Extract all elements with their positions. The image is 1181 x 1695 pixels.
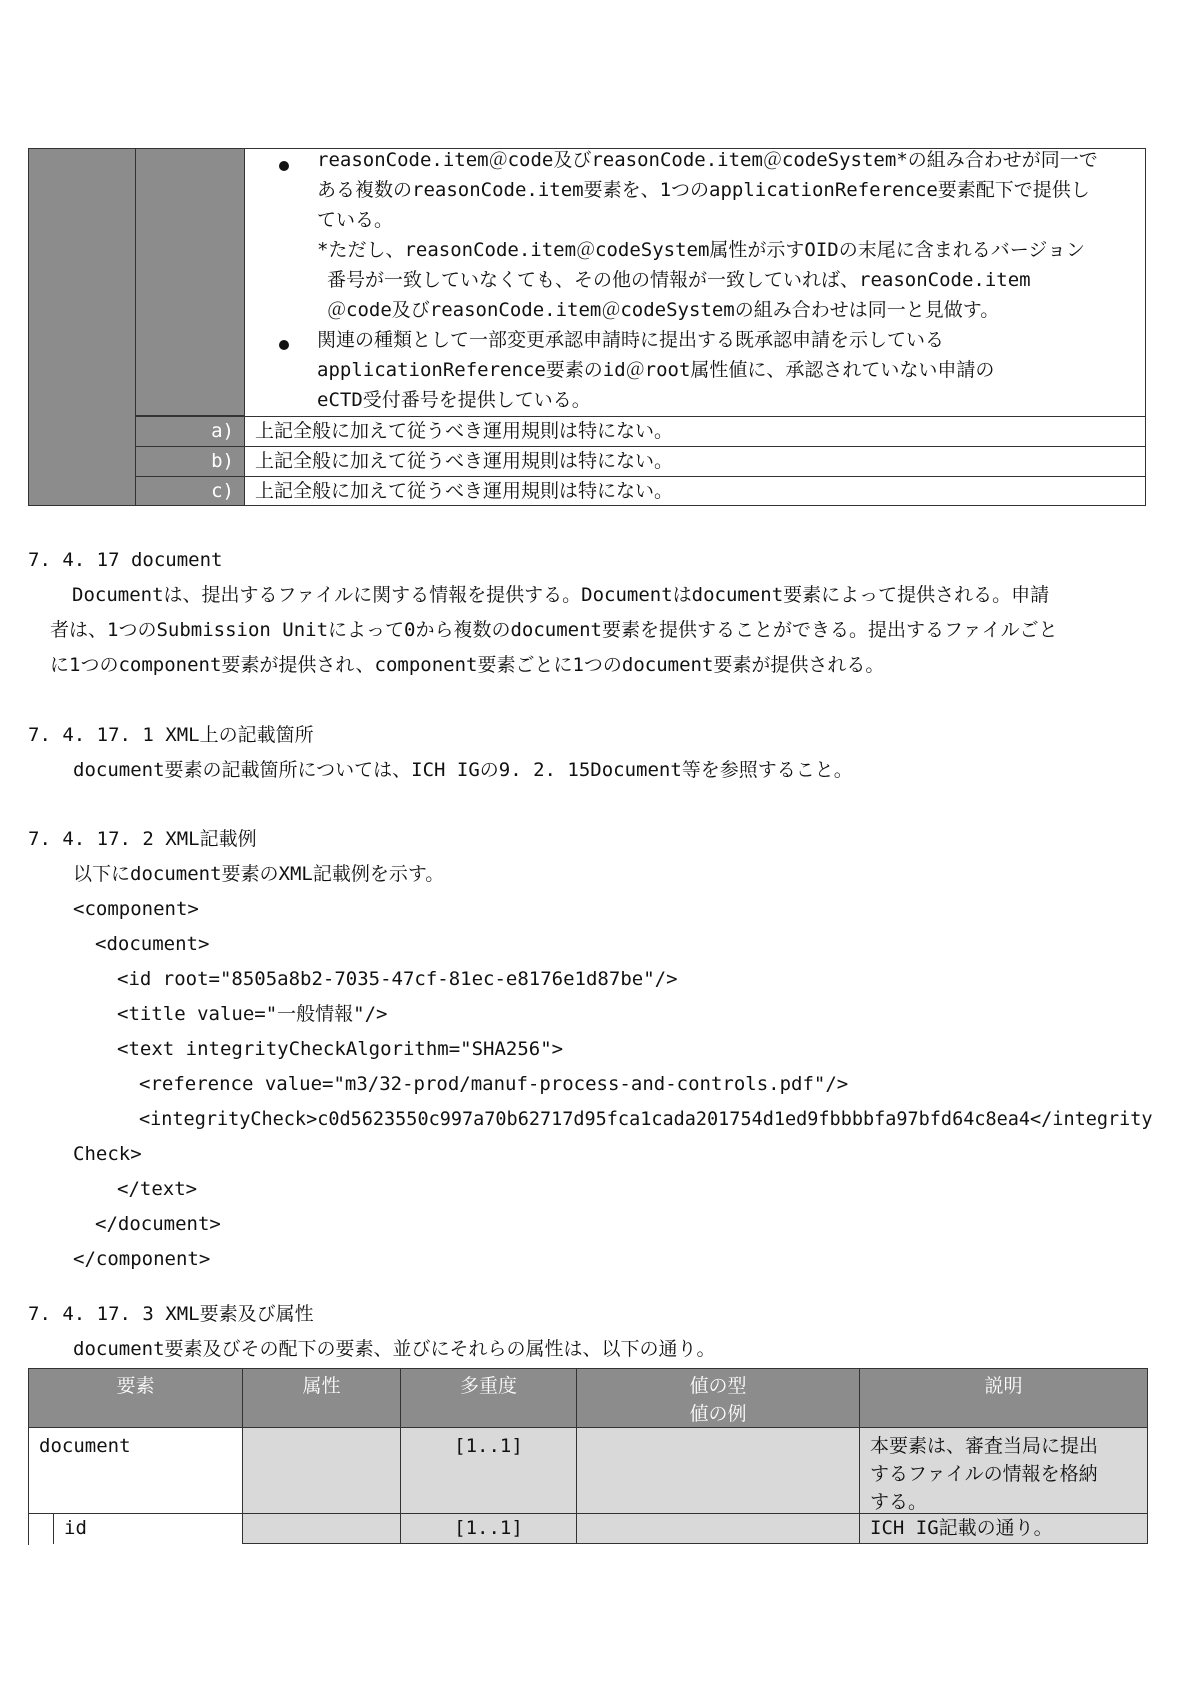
text-line: Documentは、提出するファイルに関する情報を提供する。Documentはdocument要素によって提供される。申請 [72, 584, 1050, 606]
header-element: 要素 [28, 1368, 243, 1428]
subsection-intro: 以下にdocument要素のXML記載例を示す。 [73, 863, 445, 885]
cell-attribute [242, 1427, 401, 1514]
subsection-text: document要素の記載箇所については、ICH IGの9. 2. 15Document等を参照すること。 [73, 759, 853, 781]
subsection-heading: 7. 4. 17. 1 XML上の記載箇所 [28, 724, 314, 746]
row-text-c: 上記全般に加えて従うべき運用規則は特にない。 [244, 476, 1146, 506]
cell-multiplicity: [1..1] [400, 1513, 577, 1544]
rules-table-main-cell [244, 148, 1146, 417]
section-heading: 7. 4. 17 document [28, 549, 223, 571]
text-line: 者は、1つのSubmission Unitによって0から複数のdocument要素を提供することができる。提出するファイルごと [50, 619, 1058, 641]
bullet2-text [317, 325, 994, 415]
code-line: <reference value="m3/32-prod/manuf-process-and-controls.pdf"/> [139, 1073, 849, 1095]
cell-element: document [28, 1427, 243, 1514]
row-text-b: 上記全般に加えて従うべき運用規則は特にない。 [244, 446, 1146, 477]
text-line: 関連の種類として一部変更承認申請時に提出する既承認申請を示している [317, 329, 945, 351]
section-paragraph [50, 578, 1058, 683]
bullet1-text [317, 145, 1098, 235]
row-label-b: b) [135, 446, 245, 477]
code-line: <integrityCheck>c0d5623550c997a70b62717d95fca1cada201754d1ed9fbbbbfa97bfd64c8ea4</integrity [139, 1109, 1153, 1130]
code-line: <component> [73, 898, 199, 920]
code-line: Check> [73, 1143, 142, 1165]
cell-multiplicity: [1..1] [400, 1427, 577, 1514]
text-line: applicationReference要素のid＠root属性値に、承認されていない申請の [317, 359, 995, 381]
subsection-heading: 7. 4. 17. 2 XML記載例 [28, 828, 257, 850]
header-attribute: 属性 [242, 1368, 401, 1428]
header-type-line: 値の例 [689, 1403, 747, 1425]
header-type [576, 1368, 860, 1428]
rules-table-col2 [135, 148, 245, 416]
text-line: に1つのcomponent要素が提供され、component要素ごとに1つのdocument要素が提供される。 [50, 654, 885, 676]
cell-description [859, 1427, 1148, 1514]
rules-table-col1 [28, 148, 136, 506]
cell-type [576, 1513, 860, 1544]
text-line: 本要素は、審査当局に提出 [870, 1435, 1099, 1457]
rules-table [28, 148, 1146, 506]
subsection-heading: 7. 4. 17. 3 XML要素及び属性 [28, 1303, 314, 1325]
row-label-c: c) [135, 476, 245, 506]
text-line: 番号が一致していなくても、その他の情報が一致していれば、reasonCode.item [327, 269, 1031, 291]
code-line: </document> [95, 1213, 221, 1235]
text-line: ある複数のreasonCode.item要素を、1つのapplicationReference要素配下で提供し [317, 179, 1090, 201]
text-line: reasonCode.item＠code及びreasonCode.item＠codeSystem*の組み合わせが同一で [317, 149, 1098, 171]
text-line: するファイルの情報を格納 [870, 1463, 1098, 1485]
row-label-a: a) [135, 416, 245, 447]
text-line: ＠code及びreasonCode.item＠codeSystemの組み合わせは同一と見做す。 [327, 299, 1000, 321]
cell-type [576, 1427, 860, 1514]
text-line: eCTD受付番号を提供している。 [317, 389, 591, 411]
bullet-icon [279, 161, 289, 171]
code-line: <id root="8505a8b2-7035-47cf-81ec-e8176e1d87be"/> [117, 968, 678, 990]
header-type-line: 値の型 [689, 1375, 747, 1397]
code-line: </text> [117, 1178, 198, 1200]
code-line: </component> [73, 1248, 211, 1270]
text-line: ている。 [317, 209, 394, 231]
xml-example [73, 892, 1153, 1277]
text-line: する。 [870, 1491, 928, 1513]
header-multiplicity: 多重度 [400, 1368, 577, 1428]
code-line: <document> [95, 933, 210, 955]
note-text [317, 235, 1085, 325]
text-line: *ただし、reasonCode.item＠codeSystem属性が示すOIDの末尾に含まれるバージョン [317, 239, 1085, 261]
code-line: <title value="一般情報"/> [117, 1003, 388, 1025]
subsection-intro: document要素及びその配下の要素、並びにそれらの属性は、以下の通り。 [73, 1338, 716, 1360]
header-description: 説明 [859, 1368, 1148, 1428]
row-text-a: 上記全般に加えて従うべき運用規則は特にない。 [244, 416, 1146, 447]
bullet-icon [279, 340, 289, 350]
cell-attribute [242, 1513, 401, 1544]
cell-description: ICH IG記載の通り。 [859, 1513, 1148, 1544]
cell-element: id [53, 1513, 243, 1544]
code-line: <text integrityCheckAlgorithm="SHA256"> [117, 1038, 564, 1060]
